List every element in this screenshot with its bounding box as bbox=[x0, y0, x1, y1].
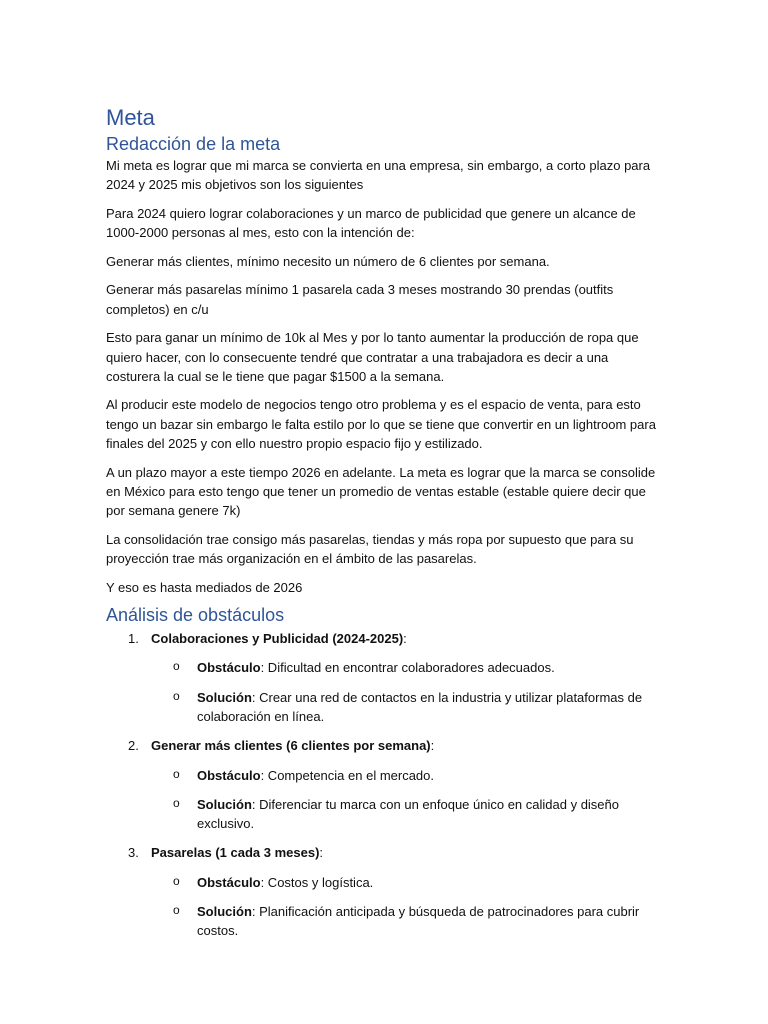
list-item bbox=[106, 629, 666, 726]
solution-label: Solución bbox=[197, 796, 252, 812]
list-item-title: Pasarelas (1 cada 3 meses): bbox=[151, 845, 324, 861]
solution-text: : Crear una red de contactos en la industria y utilizar plataformas de colaboración en línea. bbox=[197, 689, 643, 724]
list-number: 3. bbox=[128, 845, 139, 861]
bullet-icon: o bbox=[173, 902, 180, 917]
bullet-icon: o bbox=[173, 688, 180, 703]
sub-list-item bbox=[106, 658, 666, 677]
obstacle-text: : Costos y logística. bbox=[260, 874, 374, 890]
sub-list-item bbox=[106, 873, 666, 892]
sub-list-item bbox=[106, 766, 666, 785]
obstacle-label: Obstáculo bbox=[197, 767, 261, 783]
bullet-icon: o bbox=[173, 873, 180, 888]
paragraph: Generar más pasarelas mínimo 1 pasarela cada 3 meses mostrando 30 prendas (outfits completos) en c/u bbox=[106, 282, 614, 317]
paragraph: Mi meta es lograr que mi marca se convierta en una empresa, sin embargo, a corto plazo para 2024 y 2025 mis objetivos son los siguientes bbox=[106, 158, 651, 193]
solution-label: Solución bbox=[197, 689, 252, 705]
sub-list-item bbox=[106, 795, 666, 834]
obstacle-label: Obstáculo bbox=[197, 660, 261, 676]
sub-list-item bbox=[106, 902, 666, 941]
list-number: 2. bbox=[128, 738, 139, 754]
bullet-icon: o bbox=[173, 659, 180, 674]
solution-text: : Diferenciar tu marca con un enfoque único en calidad y diseño exclusivo. bbox=[197, 796, 620, 832]
list-number: 1. bbox=[128, 631, 139, 647]
obstacle-text: : Dificultad en encontrar colaboradores adecuados. bbox=[260, 660, 555, 676]
solution-label: Solución bbox=[197, 903, 252, 919]
paragraph: Para 2024 quiero lograr colaboraciones y un marco de publicidad que genere un alcance de 1000-2000 personas al mes, esto con la intención de: bbox=[106, 205, 636, 241]
document-page bbox=[106, 104, 666, 941]
paragraph: Al producir este modelo de negocios tengo otro problema y es el espacio de venta, para esto tengo un bazar sin embargo le falta estilo por lo que se tiene que convertir en un lightroom para finales del 2025 y con ello nuestro propio espacio fijo y estilizado. bbox=[106, 397, 656, 452]
document-title: Meta bbox=[106, 105, 155, 130]
paragraph: Generar más clientes, mínimo necesito un número de 6 clientes por semana. bbox=[106, 253, 550, 269]
list-item-title: Generar más clientes (6 clientes por semana): bbox=[151, 738, 435, 754]
solution-text: : Planificación anticipada y búsqueda de patrocinadores para cubrir costos. bbox=[197, 903, 640, 939]
sub-list bbox=[106, 873, 666, 941]
obstacle-text: : Competencia en el mercado. bbox=[260, 767, 435, 783]
sub-list bbox=[106, 658, 666, 726]
paragraph: A un plazo mayor a este tiempo 2026 en adelante. La meta es lograr que la marca se consolide en México para esto tengo que tener un promedio de ventas estable (estable quiere decir que por semana genere 7k) bbox=[106, 464, 656, 519]
paragraph: Y eso es hasta mediados de 2026 bbox=[106, 579, 303, 595]
paragraph: La consolidación trae consigo más pasarelas, tiendas y más ropa por supuesto que para su proyección trae más organización en el ámbito de las pasarelas. bbox=[106, 531, 634, 567]
bullet-icon: o bbox=[173, 795, 180, 810]
paragraph: Esto para ganar un mínimo de 10k al Mes y por lo tanto aumentar la producción de ropa que quiero hacer, con lo consecuente tendré que contratar a una trabajadora es decir a una costurera la cual se le tiene que pagar $1500 a la semana. bbox=[106, 330, 639, 384]
section-heading-analisis: Análisis de obstáculos bbox=[106, 605, 285, 626]
obstacles-list bbox=[106, 629, 666, 941]
sub-list-item bbox=[106, 688, 666, 727]
section-heading-redaccion: Redacción de la meta bbox=[106, 134, 281, 154]
list-item bbox=[106, 843, 666, 940]
list-item-title: Colaboraciones y Publicidad (2024-2025): bbox=[151, 631, 407, 647]
bullet-icon: o bbox=[173, 766, 180, 781]
list-item bbox=[106, 736, 666, 833]
sub-list bbox=[106, 766, 666, 834]
obstacle-label: Obstáculo bbox=[197, 874, 261, 890]
